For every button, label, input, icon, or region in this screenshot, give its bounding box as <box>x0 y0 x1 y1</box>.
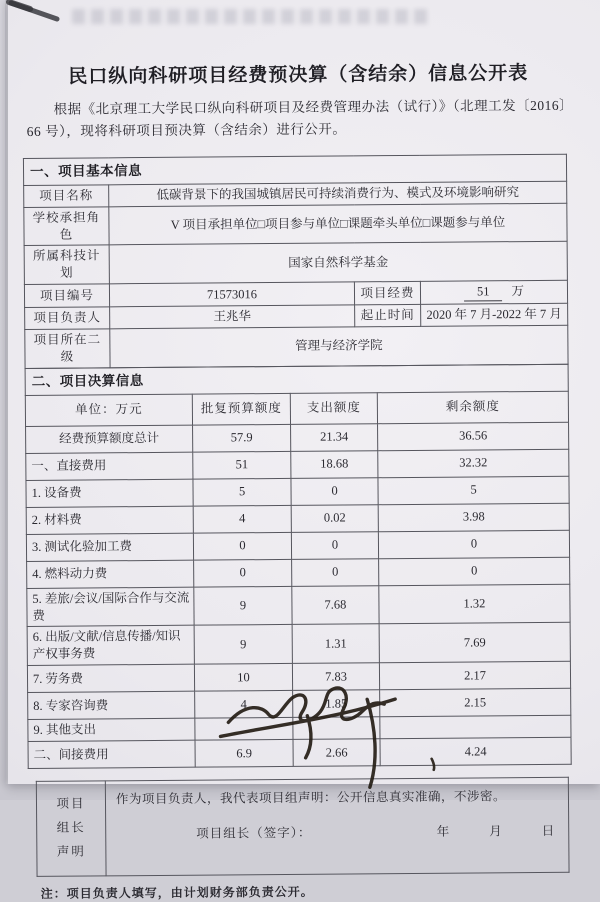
date-day-label: 日 <box>541 823 555 838</box>
budget-approved: 9 <box>194 625 292 665</box>
budget-approved: 0 <box>193 532 291 560</box>
budget-row-total <box>26 422 569 453</box>
budget-spent: 1.85 <box>293 690 380 718</box>
budget-spent: 0.02 <box>291 504 378 532</box>
budget-remaining: 0 <box>379 557 570 585</box>
budget-row-label: 二、间接费用 <box>28 740 195 768</box>
budget-approved: 4 <box>195 691 293 719</box>
funding-value-cell <box>420 280 567 304</box>
school-role-value: V 项目承担单位□项目参与单位□课题牵头单位□课题参与单位 <box>109 203 567 245</box>
project-name-value: 低碳背景下的我国城镇居民可持续消费行为、模式及环境影响研究 <box>109 181 567 206</box>
budget-header-row <box>25 391 568 426</box>
school-role-label: 学校承担角色 <box>24 207 109 246</box>
budget-spent: 1.31 <box>292 624 379 663</box>
budget-row-direct <box>26 449 569 480</box>
declaration-side-line: 项目 <box>56 796 86 812</box>
project-number-label: 项目编号 <box>24 284 109 308</box>
program-label: 所属科技计划 <box>24 245 109 284</box>
budget-row-label: 一、直接费用 <box>26 452 193 480</box>
department-row <box>25 325 568 368</box>
program-value: 国家自然科学基金 <box>109 242 567 284</box>
budget-spent: 0 <box>292 558 379 586</box>
page-bleedthrough <box>72 9 432 24</box>
budget-row-fuel <box>27 557 570 588</box>
budget-row-publication <box>27 623 570 666</box>
budget-approved: 9 <box>194 586 292 626</box>
budget-remaining: 2.15 <box>380 688 571 716</box>
budget-row-testing <box>26 530 569 561</box>
footnote: 注：项目负责人填写，由计划财务部负责公开。 <box>40 884 314 901</box>
budget-row-indirect <box>28 737 571 768</box>
budget-col-remaining: 剩余额度 <box>377 391 568 423</box>
budget-approved: 10 <box>194 664 292 692</box>
budget-remaining: 3.98 <box>378 503 569 531</box>
project-leader-value: 王兆华 <box>110 305 355 329</box>
budget-spent: 21.34 <box>291 423 378 451</box>
basic-info-table <box>23 154 569 369</box>
budget-col-approved: 批复预算额度 <box>192 393 290 425</box>
declaration-main-cell <box>105 777 569 876</box>
budget-row-label: 经费预算额度总计 <box>26 425 193 453</box>
budget-row-consulting <box>28 688 571 719</box>
budget-row-label: 7. 劳务费 <box>27 664 194 692</box>
intro-paragraph: 根据《北京理工大学民口纵向科研项目及经费管理办法（试行）》（北理工发〔2016〕66 号），现将科研项目预决算（含结余）进行公开。 <box>26 97 567 140</box>
duration-label: 起止时间 <box>355 304 421 326</box>
declaration-row <box>36 777 569 876</box>
budget-remaining: 36.56 <box>378 422 569 450</box>
budget-row-label: 8. 专家咨询费 <box>28 691 195 719</box>
budget-row-travel <box>27 584 570 627</box>
budget-spent: 0 <box>291 531 378 559</box>
budget-table <box>25 363 572 769</box>
budget-spent: 7.83 <box>292 663 379 691</box>
date-month-label: 月 <box>489 824 502 839</box>
duration-value: 2020 年 7 月-2022 年 7 月 <box>421 303 568 326</box>
section-2-header-row <box>25 364 568 395</box>
budget-spent: 2.66 <box>293 739 380 767</box>
school-role-row <box>24 203 567 246</box>
declaration-statement: 作为项目负责人，我代表项目组声明：公开信息真实准确，不涉密。 <box>115 789 507 807</box>
declaration-table <box>36 777 570 877</box>
budget-approved: 4 <box>193 505 291 533</box>
budget-approved: 51 <box>193 451 291 479</box>
section-2-title: 二、项目决算信息 <box>25 364 568 395</box>
project-leader-label: 项目负责人 <box>25 307 110 330</box>
program-row <box>24 242 567 285</box>
budget-spent: 0 <box>291 477 378 505</box>
budget-row-label: 1. 设备费 <box>26 479 193 507</box>
budget-remaining: 4.24 <box>380 737 571 765</box>
budget-col-spent: 支出额度 <box>290 392 377 424</box>
project-name-label: 项目名称 <box>24 185 109 208</box>
budget-row-label: 4. 燃料动力费 <box>27 560 194 588</box>
budget-remaining: 7.69 <box>379 623 570 663</box>
department-value: 管理与经济学院 <box>110 325 568 367</box>
budget-remaining <box>380 715 571 738</box>
declaration-side-line: 声明 <box>56 844 86 859</box>
department-label: 项目所在二级 <box>25 329 110 368</box>
pen-mark-icon <box>0 0 72 28</box>
date-year-label: 年 <box>436 824 450 839</box>
budget-row-label: 9. 其他支出 <box>28 718 195 741</box>
budget-row-label: 6. 出版/文献/信息传播/知识产权事务费 <box>27 626 194 666</box>
budget-spent: 18.68 <box>291 450 378 478</box>
funding-amount: 51 <box>464 283 503 301</box>
funding-unit: 万 <box>511 284 525 299</box>
budget-remaining: 0 <box>378 530 569 558</box>
project-number-value: 71573016 <box>109 282 354 307</box>
budget-row-label: 5. 差旅/会议/国际合作与交流费 <box>27 587 194 627</box>
budget-remaining: 2.17 <box>379 661 570 689</box>
signature-label: 项目组长（签字）： <box>196 825 312 841</box>
declaration-side-label <box>36 781 106 877</box>
budget-remaining: 32.32 <box>378 449 569 477</box>
budget-approved: 6.9 <box>195 739 293 767</box>
page-title: 民口纵向科研项目经费预决算（含结余）信息公开表 <box>68 63 529 88</box>
budget-remaining: 5 <box>378 476 569 504</box>
budget-spent: 7.68 <box>292 585 379 624</box>
budget-row-equipment <box>26 476 569 507</box>
budget-approved: 5 <box>193 478 291 506</box>
budget-approved: 0 <box>194 559 292 587</box>
signature-line <box>116 823 558 843</box>
declaration-side-line: 组长 <box>56 820 86 835</box>
section-1-header-row <box>23 154 566 185</box>
budget-row-label: 3. 测试化验加工费 <box>26 533 193 561</box>
budget-spent <box>293 717 380 740</box>
section-1-title: 一、项目基本信息 <box>23 154 566 185</box>
funding-label: 项目经费 <box>354 282 420 305</box>
budget-remaining: 1.32 <box>379 584 570 624</box>
budget-approved: 57.9 <box>193 424 291 452</box>
budget-col-unit: 单位：万元 <box>25 394 192 426</box>
budget-row-labor <box>27 661 570 692</box>
budget-row-label: 2. 材料费 <box>26 506 193 534</box>
form-content <box>22 36 581 902</box>
budget-approved <box>195 718 293 741</box>
budget-row-materials <box>26 503 569 534</box>
